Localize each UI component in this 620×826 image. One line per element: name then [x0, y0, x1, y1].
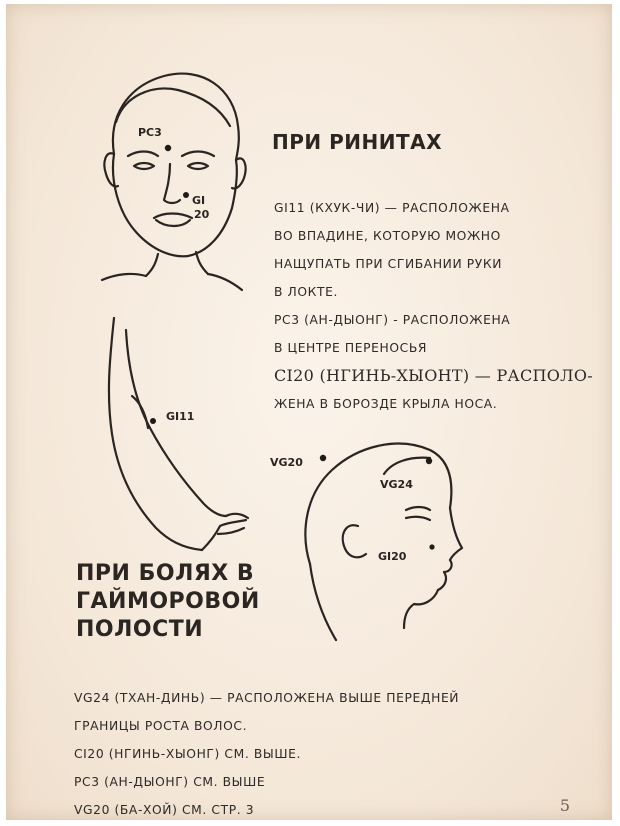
text-line: ГРАНИЦЫ РОСТА ВОЛОС.	[74, 719, 248, 733]
text-line: VG20 (БА-ХОЙ) СМ. СТР. 3	[74, 803, 255, 817]
point-pc3-face	[165, 145, 171, 151]
text-line: ЖЕНА В БОРОЗДЕ КРЫЛА НОСА.	[274, 397, 498, 411]
title-line: ПОЛОСТИ	[76, 617, 204, 642]
title-line: ПРИ БОЛЯХ В	[76, 561, 255, 586]
label-gi20-head: GI20	[378, 550, 407, 563]
profile-head-drawing	[305, 444, 462, 640]
arm-drawing	[109, 318, 248, 550]
rhinitis-paragraph	[274, 194, 593, 418]
page-number: 5	[559, 796, 570, 815]
book-page	[6, 4, 612, 820]
label-pc3: PC3	[138, 126, 162, 139]
label-vg24: VG24	[380, 478, 413, 491]
text-line: НАЩУПАТЬ ПРИ СГИБАНИИ РУКИ	[274, 257, 503, 271]
label-gi-face: GI	[192, 194, 206, 207]
label-20-face: 20	[194, 208, 210, 221]
point-gi20-head	[429, 544, 434, 549]
text-line: В ЦЕНТРЕ ПЕРЕНОСЬЯ	[274, 341, 428, 355]
text-line: ВО ВПАДИНЕ, КОТОРУЮ МОЖНО	[274, 229, 501, 243]
text-line: В ЛОКТЕ.	[274, 285, 338, 299]
point-vg20-head	[320, 455, 326, 461]
text-line: CI20 (НГИНЬ-ХЫОНТ) — РАСПОЛО-	[274, 366, 593, 385]
label-gi11-arm: GI11	[166, 410, 195, 423]
section-title-sinus	[76, 560, 316, 644]
title-line: ГАЙМОРОВОЙ	[76, 589, 260, 614]
point-gi20-face	[183, 192, 189, 198]
front-face-drawing	[102, 74, 246, 290]
text-line: РС3 (АН-ДЫОНГ) СМ. ВЫШЕ	[74, 775, 266, 789]
text-line: VG24 (ТХАН-ДИНЬ) — РАСПОЛОЖЕНА ВЫШЕ ПЕРЕДНЕЙ	[74, 691, 460, 705]
point-vg24-head	[426, 458, 432, 464]
label-vg20: VG20	[270, 456, 303, 469]
section-title-rhinitis: ПРИ РИНИТАХ	[272, 130, 443, 154]
text-line: CI20 (НГИНЬ-ХЫОНГ) СМ. ВЫШЕ.	[74, 747, 301, 761]
point-gi11-arm	[150, 418, 156, 424]
sinus-paragraph	[74, 684, 459, 820]
text-line: РС3 (АН-ДЫОНГ) - РАСПОЛОЖЕНА	[274, 313, 511, 327]
text-line: GI11 (КХУК-ЧИ) — РАСПОЛОЖЕНА	[274, 201, 510, 215]
